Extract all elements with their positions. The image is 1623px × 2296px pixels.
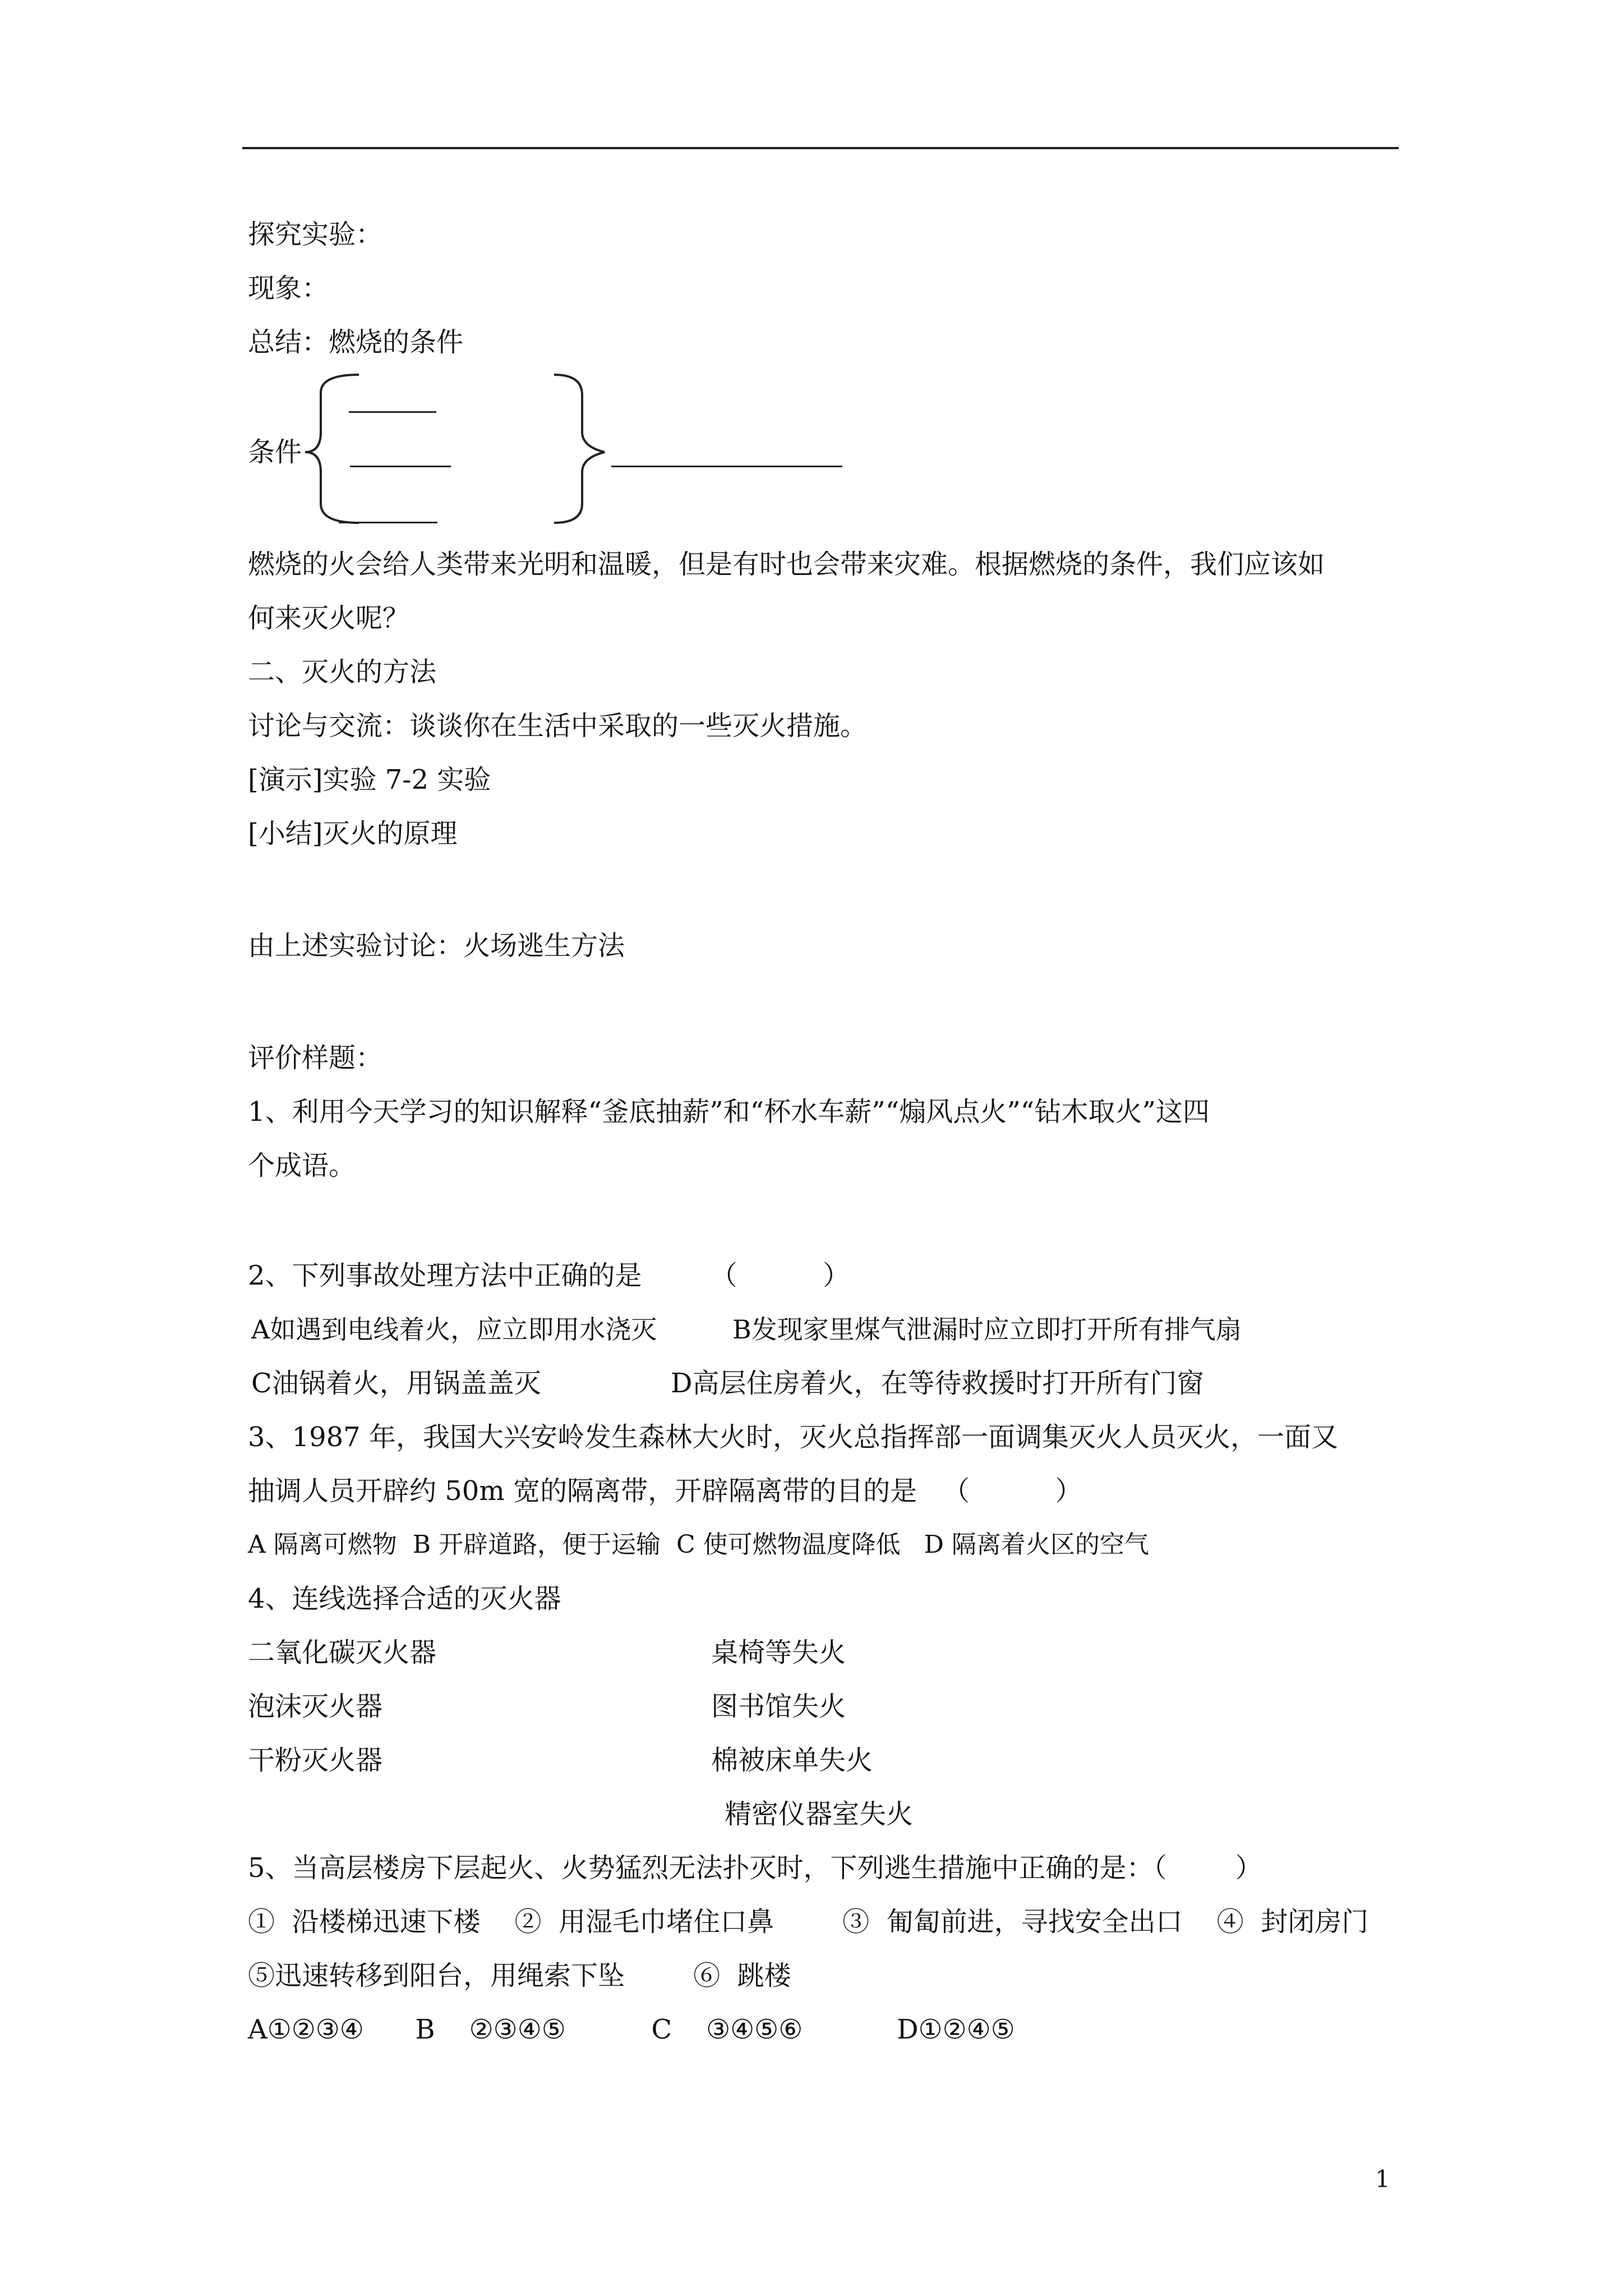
- question-4: 4、连线选择合适的灭火器: [248, 1583, 561, 1614]
- question-5: 5、当高层楼房下层起火、火势猛烈无法扑灭时，下列逃生措施中正确的是：（ ）: [248, 1852, 1262, 1884]
- question-1-line-2: 个成语。: [248, 1150, 356, 1181]
- extinguisher-powder: 干粉灭火器: [248, 1745, 383, 1776]
- section-heading: 二、灭火的方法: [248, 656, 437, 688]
- blank-condition-2[interactable]: [350, 466, 451, 467]
- question-5-answers: A①②③④ B ②③④⑤ C ③④⑤⑥ D①②④⑤: [248, 2014, 1015, 2045]
- page-number: 1: [1375, 2165, 1390, 2193]
- question-1-line-1: 1、利用今天学习的知识解释“釜底抽薪”和“杯水车薪”“煽风点火”“钻木取火”这四: [248, 1096, 1210, 1128]
- question-3-options: A 隔离可燃物 B 开辟道路，便于运输 C 使可燃物温度降低 D 隔离着火区的空气: [248, 1530, 1149, 1559]
- question-2-option-b: B发现家里煤气泄漏时应立即打开所有排气扇: [732, 1314, 1242, 1345]
- fire-type-furniture: 桌椅等失火: [711, 1637, 846, 1668]
- question-2-option-d: D高层住房着火，在等待救援时打开所有门窗: [671, 1368, 1204, 1399]
- conclusion-line: [小结]灭火的原理: [248, 818, 458, 849]
- extinguisher-co2: 二氧化碳灭火器: [248, 1637, 437, 1668]
- paragraph-line-1: 燃烧的火会给人类带来光明和温暖，但是有时也会带来灾难。根据燃烧的条件，我们应该如: [248, 549, 1325, 580]
- blank-condition-1[interactable]: [349, 411, 436, 413]
- discussion-line: 讨论与交流：谈谈你在生活中采取的一些灭火措施。: [248, 710, 868, 742]
- fire-type-library: 图书馆失火: [711, 1691, 846, 1722]
- fire-type-instrument-room: 精密仪器室失火: [725, 1798, 914, 1830]
- condition-label: 条件: [248, 436, 302, 468]
- extinguisher-foam: 泡沫灭火器: [248, 1691, 383, 1722]
- summary-heading: 总结：燃烧的条件: [248, 326, 464, 358]
- blank-condition-3[interactable]: [339, 522, 437, 523]
- question-2-option-a: A如遇到电线着火，应立即用水浇灭: [251, 1314, 657, 1345]
- question-5-options-line-2: ⑤迅速转移到阳台，用绳索下坠 ⑥ 跳楼: [248, 1960, 791, 1991]
- paragraph-line-2: 何来灭火呢？: [248, 602, 410, 634]
- question-2-option-c: C油锅着火，用锅盖盖灭: [251, 1368, 541, 1399]
- question-3-line-1: 3、1987 年，我国大兴安岭发生森林大火时，灭火总指挥部一面调集灭火人员灭火，一面又: [248, 1421, 1338, 1453]
- question-3-line-2: 抽调人员开辟约 50m 宽的隔离带，开辟隔离带的目的是 （ ）: [248, 1475, 1082, 1507]
- question-5-options-line-1: ① 沿楼梯迅速下楼 ② 用湿毛巾堵住口鼻 ③ 匍匐前进，寻找安全出口 ④ 封闭房门: [248, 1906, 1369, 1938]
- sample-heading: 评价样题：: [248, 1042, 383, 1074]
- fire-type-bedding: 棉被床单失火: [711, 1745, 873, 1776]
- blank-condition-result[interactable]: [611, 466, 842, 467]
- escape-line: 由上述实验讨论：火场逃生方法: [248, 930, 625, 961]
- question-2: 2、下列事故处理方法中正确的是 （ ）: [248, 1260, 850, 1291]
- demo-line: [演示]实验 7-2 实验: [248, 764, 491, 795]
- explore-heading: 探究实验：: [248, 219, 383, 250]
- phenomenon-heading: 现象：: [248, 273, 329, 304]
